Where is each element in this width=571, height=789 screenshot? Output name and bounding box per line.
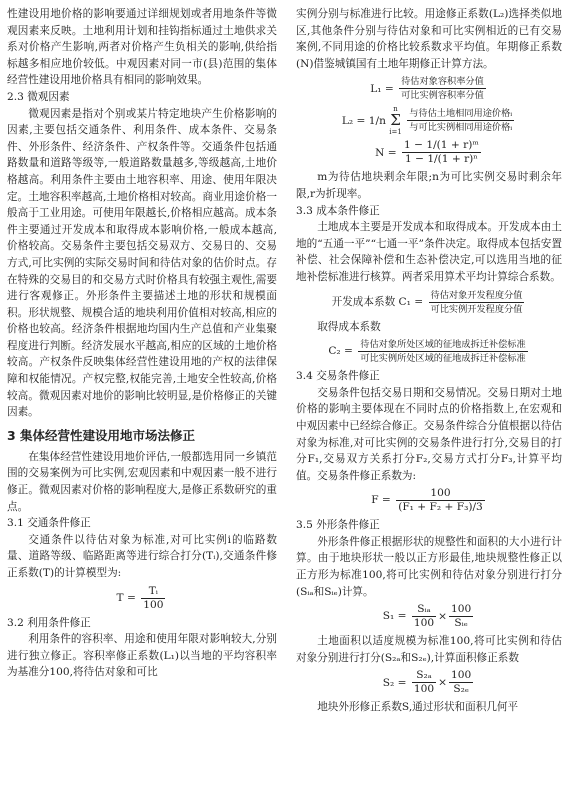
fraction-denominator: (F₁ + F₂ + F₃)/3 bbox=[398, 501, 483, 514]
equation-lhs: S₂ = bbox=[382, 676, 407, 689]
paragraph: 交通条件以待估对象为标准,对可比实例i的临路数量、道路等级、临路距离等进行综合打分(Tᵢ),交通条件修正系数(T)的计算模型为: bbox=[7, 533, 277, 579]
paragraph: 微观因素是指对个别或某片特定地块产生价格影响的因素,主要包括交通条件、利用条件、成本条件、交易条件、外形条件、经济条件、产权条件等。交通条件包括通路数量和道路等级等,一般道路数量越多,等级越高,土地价格越高。利用条件主要由土地容积率、用途、使用年限决定。土地容积率越高,土地价格相对较高。商业用途价格一般高于工业用途。可使用年限越长,价格相应越高。成本条件主要通过开发成本和取得成本影响价格,一般成本越高,价格较高。交易条件主要包括交易双方、交易日的、交易方式,可比实例的实际交易时间和待估对象的估价时点。存在特殊的交易目的和交易方式时价格具有较强主观性,需要进行客观修正。外形条件主要描述土地的形状和规模面积。形状规整、规模合适的地块利用价值相对较高,相应的价格也较高。经济条件根据地均国内生产总值和产业集聚程度进行判断。经济发展水平越高,相应的区域的土地价格较高。产权条件反映集体经营性建设用地的产权的法律保障和权能情况。产权完整,权能完善,土地安全性较高,价格较高。微观因素对地价的影响比较明显,是价格修正的关键因素。 bbox=[7, 107, 277, 419]
equation-lhs: L₁ = bbox=[370, 82, 394, 95]
section-heading-3: 3 集体经营性建设用地市场法修正 bbox=[7, 427, 196, 443]
fraction-denominator: 100 bbox=[413, 683, 435, 696]
paragraph: 土地成本主要是开发成本和取得成本。开发成本由土地的“五通一平”“七通一平”条件决定。取得成本包括安置补偿、社会保障补偿和生态补偿决定,可以选用当地的征地补偿标准进行核算。两者采用算术平均计算综合系数。 bbox=[296, 221, 562, 283]
equation-lhs: L₂ = bbox=[341, 114, 366, 127]
fraction-numerator: 与待估土地相同用途价格ᵢ bbox=[409, 108, 513, 120]
paragraph: 取得成本系数 bbox=[317, 320, 381, 333]
fraction-denominator: 100 bbox=[143, 598, 164, 611]
fraction-denominator: 可比实例所处区域的征地成拆迁补偿标准 bbox=[360, 353, 526, 365]
fraction-denominator: Sᵢₑ bbox=[454, 617, 468, 630]
equation-L2 bbox=[296, 105, 562, 136]
fraction-numerator: 待估对象所处区域的征地成拆迁补偿标准 bbox=[360, 339, 526, 351]
fraction-denominator: 100 bbox=[413, 617, 435, 630]
fraction-numerator: 1 − 1/(1 + r)ᵐ bbox=[404, 139, 479, 152]
left-column bbox=[7, 6, 277, 681]
fraction-denominator: 可比实例容积率分值 bbox=[401, 90, 484, 102]
fraction-numerator: 待估对象开发程度分值 bbox=[430, 289, 523, 301]
equation-lhs: T = bbox=[116, 591, 136, 604]
section-heading-3-2: 3.2 利用条件修正 bbox=[7, 616, 91, 629]
paragraph: 利用条件的容积率、用途和使用年限对影响较大,分别进行独立修正。容积率修正系数(L₁)以当地的平均容积率为基准分100,将待估对象和可比 bbox=[7, 633, 277, 679]
equation-T bbox=[7, 585, 277, 612]
equation-factor: 1/n bbox=[368, 114, 386, 127]
equation-S1: S₁ = $\frac{\text{Sᵢₐ}}{100}$ × $\frac{100}{\text{Sᵢₑ}}$ bbox=[382, 603, 472, 630]
paragraph: m为待估地块剩余年限;n为可比实例交易时剩余年限,r为折现率。 bbox=[296, 171, 562, 200]
paragraph: 地块外形修正系数S,通过形状和面积几何平 bbox=[317, 701, 519, 714]
sum-upper: n bbox=[393, 105, 398, 114]
equation-L1 bbox=[296, 75, 562, 102]
paragraph: 外形条件修正根据形状的规整性和面积的大小进行计算。由于地块形状一般以正方形最佳,地块规整性修正以正方形为标准100,将可比实例和待估对象分别进行打分(Sᵢₐ和Sᵢₑ)计算。 bbox=[296, 535, 562, 598]
section-heading-3-1: 3.1 交通条件修正 bbox=[7, 517, 91, 530]
fraction-denominator: 与可比实例相同用途价格ᵢ bbox=[409, 122, 513, 134]
equation-C2 bbox=[296, 338, 562, 365]
sum-symbol: n Σ i=1 bbox=[389, 105, 402, 137]
fraction-numerator: 100 bbox=[396, 487, 485, 501]
equation-N bbox=[296, 139, 562, 166]
fraction-numerator: Tᵢ bbox=[141, 585, 165, 599]
fraction-numerator: 100 bbox=[451, 669, 472, 682]
paragraph: 交易条件包括交易日期和交易情况。交易日期对土地价格的影响主要体现在不同时点的价格指数上,在宏观和中观因素中已经综合修正。交易条件综合分值根据以待估对象为标准,对可比实例的交易条件进行打分,交易目的打分F₁,交易双方关系打分F₂,交易方式打分F₃,计算平均值。交易条件修正系数为: bbox=[296, 386, 562, 482]
right-column bbox=[296, 6, 562, 716]
paragraph: 土地面积以适度规模为标准100,将可比实例和待估对象分别进行打分(S₂ₐ和S₂ₑ),计算面积修正系数 bbox=[296, 635, 562, 664]
section-heading-3-4: 3.4 交易条件修正 bbox=[296, 370, 380, 383]
equation-lhs: F = bbox=[371, 494, 391, 507]
fraction-denominator: S₂ₑ bbox=[453, 683, 469, 696]
equation-F bbox=[296, 487, 562, 514]
paragraph: 性建设用地价格的影响要通过详细规划或者用地条件等微观因素来反映。土地利用计划和挂钩指标通过土地供求关系对价格产生影响,两者对价格产生负相关的影响,供给指标越多相应地价较低。中观因素对同一市(县)范围的集体经营性建设用地价格具有相同的影响效果。 bbox=[7, 8, 277, 87]
equation-C1 bbox=[296, 289, 562, 316]
equation-lhs: 开发成本系数 C₁ = bbox=[331, 295, 424, 308]
fraction-numerator: 待估对象容积率分值 bbox=[401, 76, 484, 88]
section-heading-3-5: 3.5 外形条件修正 bbox=[296, 519, 380, 532]
equation-lhs: N = bbox=[375, 146, 397, 159]
equation-lhs: S₁ = bbox=[382, 610, 407, 623]
fraction-denominator: 1 − 1/(1 + r)ⁿ bbox=[404, 153, 478, 166]
fraction-denominator: 可比实例开发程度分值 bbox=[430, 303, 523, 315]
paragraph: 实例分别与标准进行比较。用途修正系数(L₂)选择类似地区,其他条件分别与待估对象和可比实例相近的已有交易案例,不同用途的价格比较系数求平均值。年期修正系数(N)借鉴城镇国有土地年期修正计算方法。 bbox=[296, 8, 562, 70]
fraction-numerator: 100 bbox=[451, 603, 472, 616]
section-heading-3-3: 3.3 成本条件修正 bbox=[296, 204, 380, 217]
fraction-numerator: S₂ₐ bbox=[412, 669, 436, 683]
equation-S2: S₂ = $\frac{\text{S₂ₐ}}{100}$ × $\frac{100}{\text{S₂ₑ}}$ bbox=[382, 669, 472, 696]
paragraph: 在集体经营性建设用地价评估,一般都选用同一乡镇范围的交易案例为可比实例,宏观因素和中观因素一般不进行修正。微观因素对价格的影响程度大,是修正系数研究的重点。 bbox=[7, 450, 277, 513]
section-heading-2-3: 2.3 微观因素 bbox=[7, 90, 70, 103]
equation-lhs: C₂ = bbox=[328, 345, 353, 358]
sum-lower: i=1 bbox=[389, 128, 402, 137]
fraction-numerator: Sᵢₐ bbox=[412, 603, 436, 617]
